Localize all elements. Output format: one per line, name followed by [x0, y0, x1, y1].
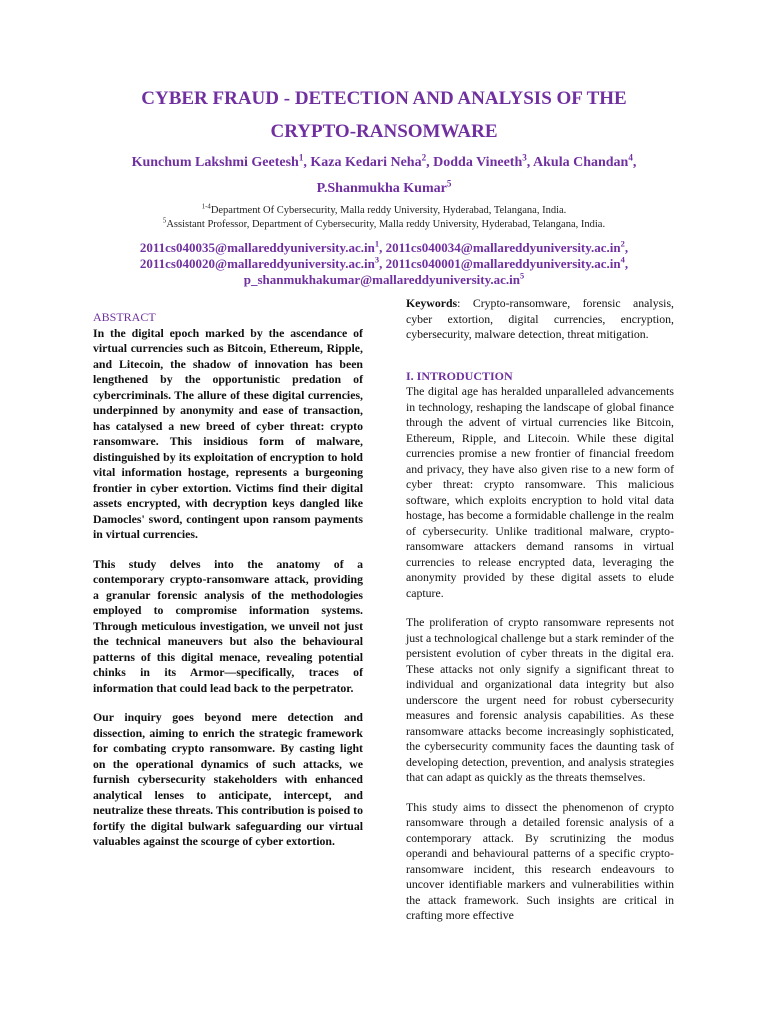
author-sup: 5	[446, 178, 452, 189]
right-column	[406, 296, 674, 938]
author-sup: 2	[421, 152, 427, 163]
author-email[interactable]: 2011cs040020@mallareddyuniversity.ac.in	[139, 256, 375, 271]
paper-title-line-1: CYBER FRAUD - DETECTION AND ANALYSIS OF THE	[141, 88, 627, 109]
abstract-heading: ABSTRACT	[93, 310, 156, 324]
keywords-text: : Crypto-ransomware, forensic analysis, cyber extortion, digital currencies, encryption, cybersecurity, malware detection, threat mitigation.	[406, 296, 674, 341]
author-email[interactable]: 2011cs040001@mallareddyuniversity.ac.in	[385, 256, 621, 271]
author-name: Dodda Vineeth	[433, 155, 523, 170]
abstract-paragraph: This study delves into the anatomy of a contemporary crypto-ransomware attack, providing a granular forensic analysis of the methodologies employed to compromise information systems. Through meticulous investigation, we unveil not just the technical maneuvers but also the behavioural patterns of this digital menace, revealing potential chinks in its Armor—specifically, traces of information that could lead back to the perpetrator.	[93, 556, 363, 695]
introduction-paragraph: The proliferation of crypto ransomware represents not just a technological challenge but a stark reminder of the persistent evolution of cyber threats in the digital era. These attacks not only signify a significant threat to individual and organizational data integrity but also underscore the urgent need for robust cybersecurity measures and forensic analysis capabilities. As these ransomware attacks become increasingly sophisticated, the cybersecurity community faces the daunting task of developing detection, prevention, and analysis strategies that can adapt as quickly as the threats themselves.	[406, 615, 674, 784]
keywords	[406, 296, 674, 343]
introduction-paragraph: This study aims to dissect the phenomenon of crypto ransomware through a detailed forensic analysis of a contemporary attack. By scrutinizing the modus operandi and behavioural patterns of a specific crypto-ransomware incident, this research endeavours to uncover identifiable markers and vulnerabilities within the attack framework. Such insights are critical in crafting more effective	[406, 799, 674, 922]
author-sup: 4	[628, 152, 633, 163]
abstract-paragraph: Our inquiry goes beyond mere detection and dissection, aiming to enrich the strategic framework for combating crypto ransomware. By casting light on the operational dynamics of such attacks, we furnish cybersecurity stakeholders with enhanced analytical lenses to anticipate, intercept, and neutralize these threats. This contribution is poised to fortify the digital bulwark safeguarding our virtual valuables against the scourge of cyber extortion.	[93, 710, 363, 848]
abstract-section	[93, 310, 363, 864]
author-name: Kunchum Lakshmi Geetesh	[131, 155, 299, 170]
email-line-3: $p\_shanmukhakumar@mallareddyuniversity.ac.in^5$	[243, 270, 525, 287]
author-name: Kaza Kedari Neha	[310, 155, 422, 170]
affiliation-2: $^5$Assistant Professor, Department of Cybersecurity, Malla reddy University, Hyderabad, Telangana, India.	[162, 217, 606, 230]
abstract-paragraph: In the digital epoch marked by the ascendance of virtual currencies such as Bitcoin, Ethereum, Ripple, and Litecoin, the shadow of innovation has been lengthened by the opportunistic predation of cybercriminals. The allure of these digital currencies, underpinned by anonymity and ease of transaction, has catalysed a new breed of cyber threat: crypto ransomware. This insidious form of malware, distinguished by its exploitation of encryption to hold vital information hostage, represents a burgeoning frontier in cyber extortion. Victims find their digital assets encrypted, with decryption keys dangled like Damocles' sword, contingent upon ransom payments in virtual currencies.	[93, 325, 363, 541]
author-email[interactable]: 2011cs040035@mallareddyuniversity.ac.in	[139, 240, 375, 255]
author-email[interactable]: 2011cs040034@mallareddyuniversity.ac.in	[385, 240, 621, 255]
introduction-paragraph: The digital age has heralded unparalleled advancements in technology, reshaping the landscape of global finance through the advent of virtual currencies like Bitcoin, Ethereum, Ripple, and Litecoin. While these digital currencies promise a new frontier of financial freedom and privacy, they have also given rise to a new form of cyber threat: crypto ransomware. This malicious software, which exploits encryption to hold vital data hostage, has become a formidable challenge in the realm of cybersecurity. Unlike traditional malware, crypto-ransomware attackers demand ransoms in virtual currencies to release encrypted data, leveraging the anonymity provided by these digital assets to elude capture.	[406, 384, 674, 600]
keywords-label: Keywords	[406, 296, 458, 310]
affiliation-1: $^{1-4}$Department Of Cybersecurity, Malla reddy University, Hyderabad, Telangana, India.	[201, 203, 567, 216]
author-sup: 3	[522, 152, 527, 163]
author-sup: 1	[298, 152, 304, 163]
email-line-1: $2011cs040035@mallareddyuniversity.ac.in^1$, $2011cs040034@mallareddyuniversity.ac.in^2$,	[139, 238, 629, 255]
author-name: P.Shanmukha Kumar	[316, 181, 447, 196]
introduction-heading: I. INTRODUCTION	[406, 368, 513, 383]
paper-title-line-2: CRYPTO-RANSOMWARE	[270, 121, 498, 142]
author-last	[0, 178, 768, 197]
author-name: Akula Chandan	[533, 155, 629, 170]
author-email[interactable]: p_shanmukhakumar@mallareddyuniversity.ac.in	[243, 272, 521, 287]
email-line-2: $2011cs040020@mallareddyuniversity.ac.in^3$, $2011cs040001@mallareddyuniversity.ac.in^4$,	[139, 254, 629, 271]
author-list: Kunchum Lakshmi Geetesh$^1$, Kaza Kedari Neha$^2$, Dodda Vineeth$^3$, Akula Chandan$^4$,	[131, 152, 637, 170]
